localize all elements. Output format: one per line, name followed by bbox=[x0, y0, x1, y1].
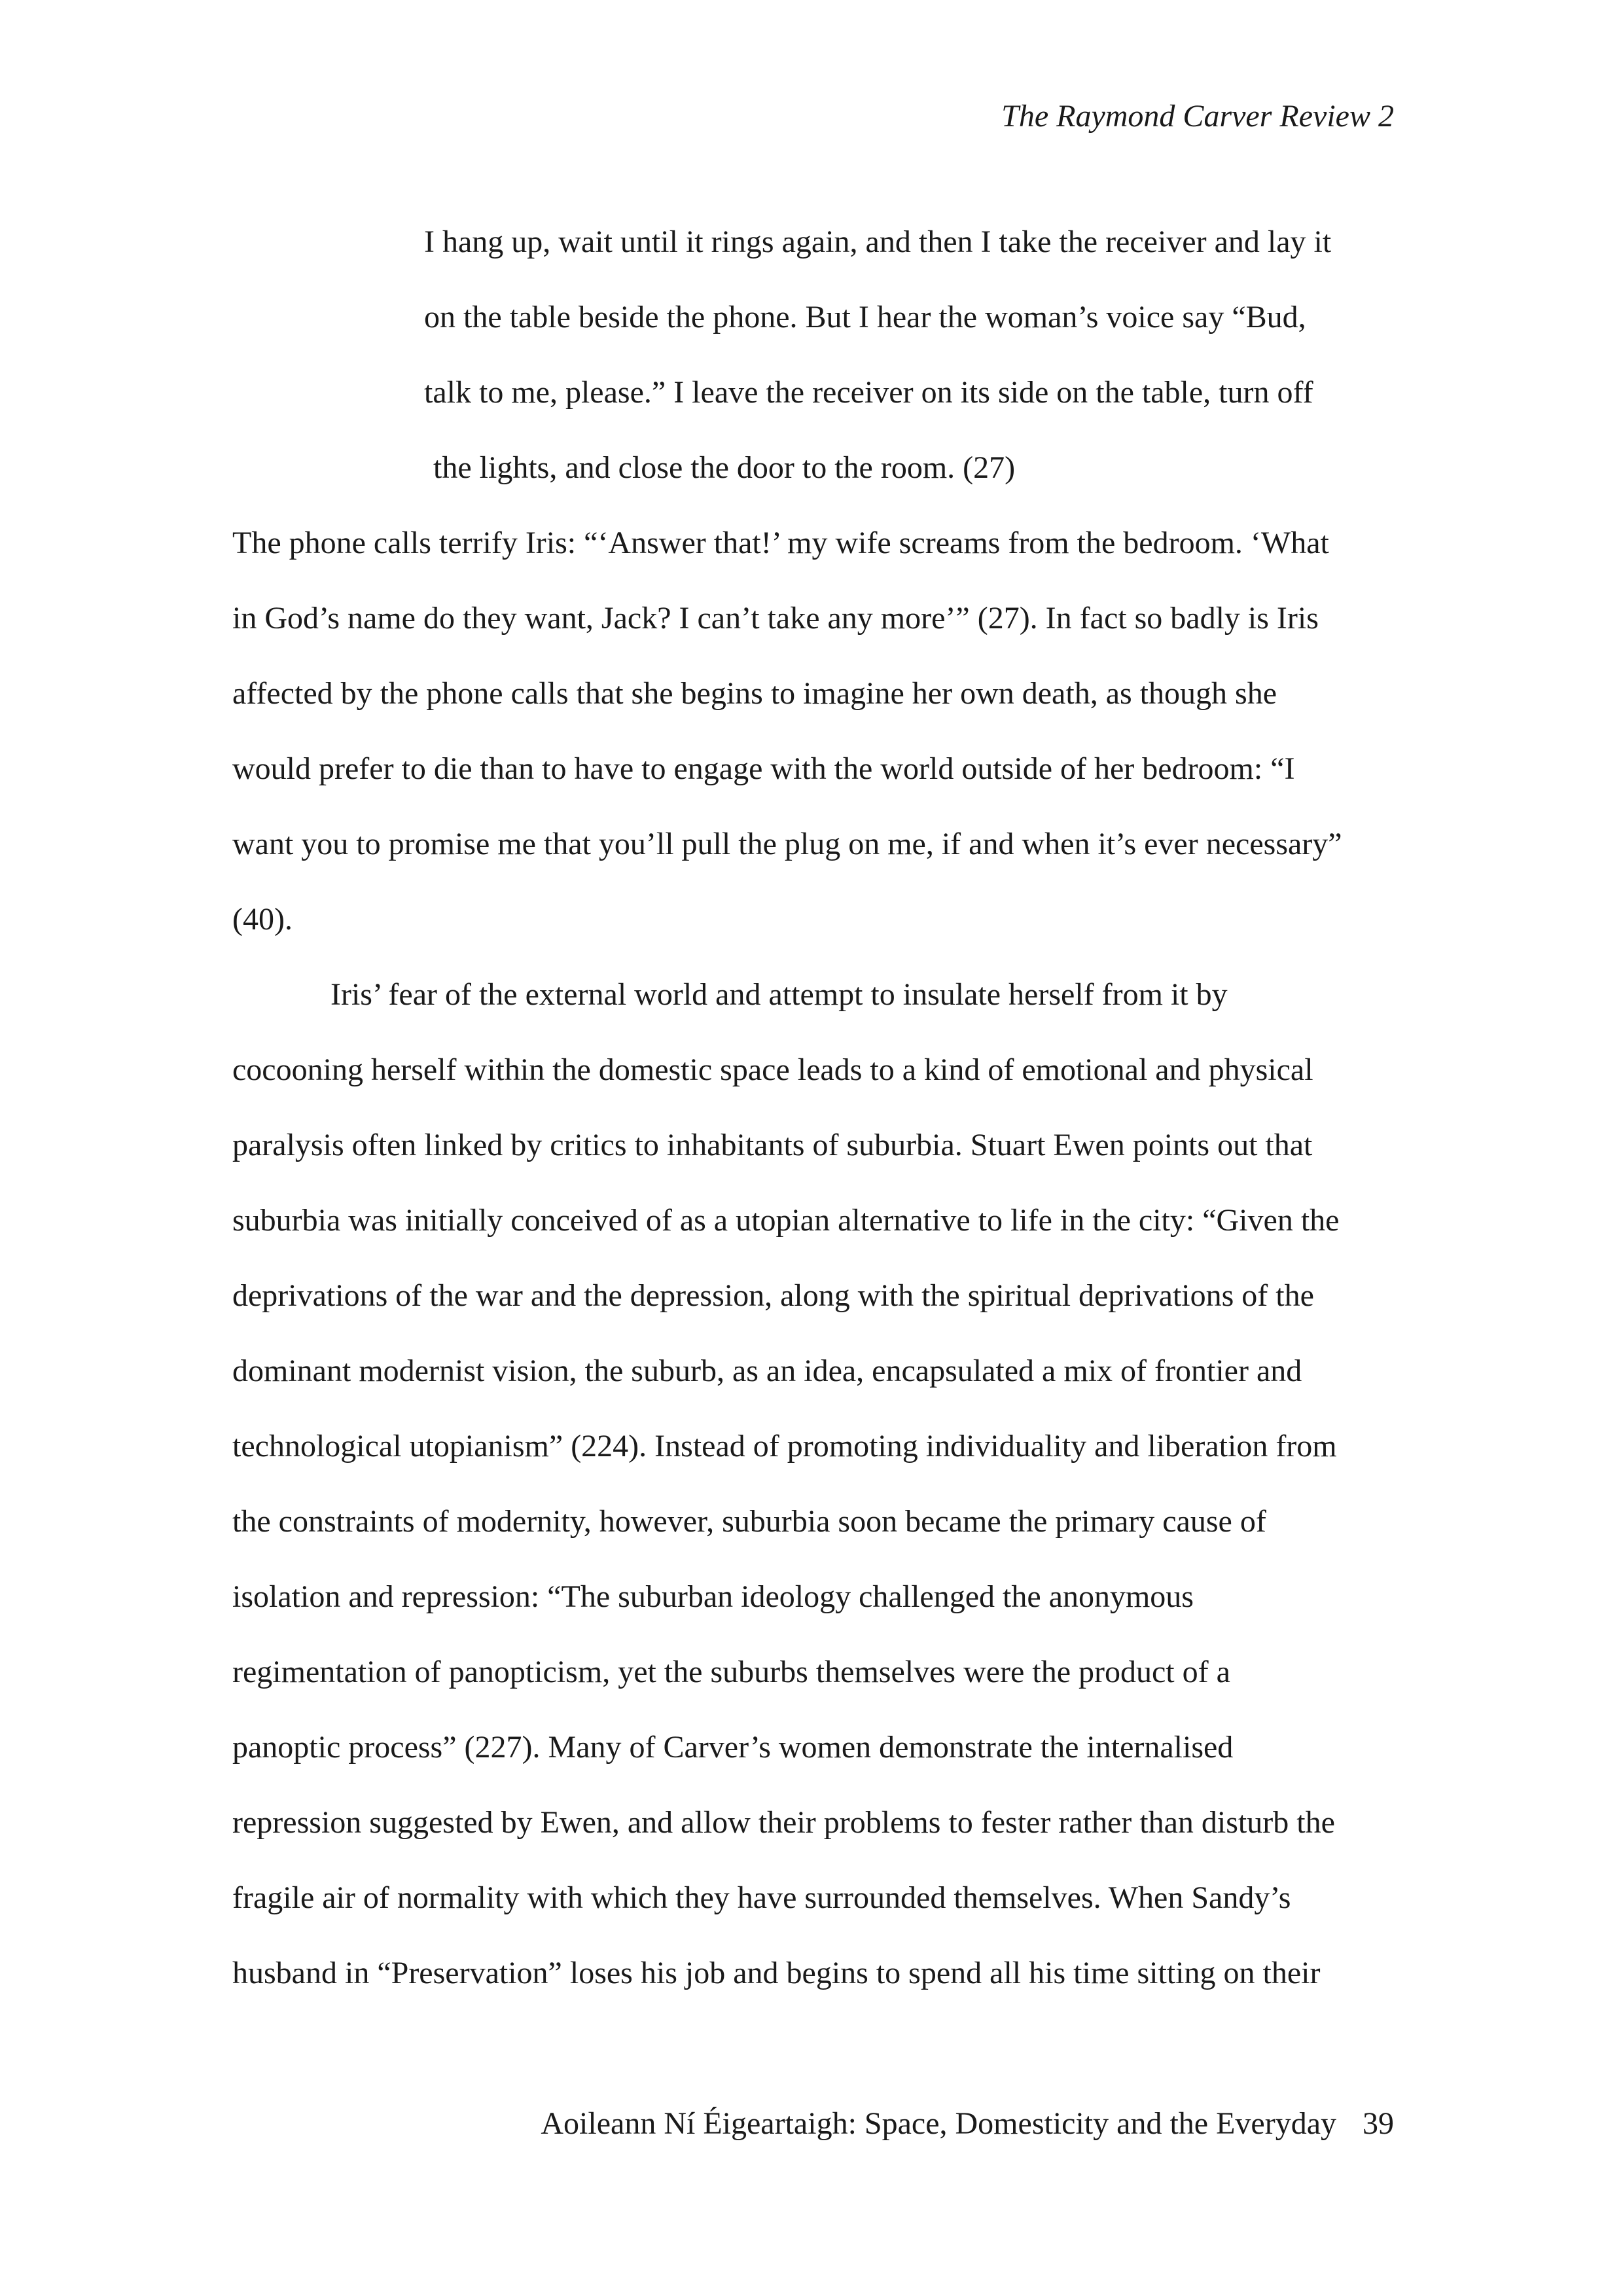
text-line: husband in “Preservation” loses his job and begins to spend all his time sitting on their bbox=[232, 1956, 1321, 1990]
text-line: (40). bbox=[232, 902, 293, 937]
text-line: fragile air of normality with which they have surrounded themselves. When Sandy’s bbox=[232, 1880, 1291, 1915]
text-line: regimentation of panopticism, yet the suburbs themselves were the product of a bbox=[232, 1655, 1230, 1689]
text-line: deprivations of the war and the depression, along with the spiritual deprivations of the bbox=[232, 1278, 1314, 1313]
quote-line: on the table beside the phone. But I hear the woman’s voice say “Bud, bbox=[424, 300, 1306, 334]
text-line: panoptic process” (227). Many of Carver’s women demonstrate the internalised bbox=[232, 1730, 1234, 1765]
text-line: suburbia was initially conceived of as a utopian alternative to life in the city: “Given the bbox=[232, 1203, 1340, 1238]
quote-line: I hang up, wait until it rings again, and then I take the receiver and lay it bbox=[424, 224, 1332, 259]
text-line: would prefer to die than to have to engage with the world outside of her bedroom: “I bbox=[232, 751, 1295, 786]
text-line: the constraints of modernity, however, suburbia soon became the primary cause of bbox=[232, 1504, 1266, 1539]
text-line: isolation and repression: “The suburban ideology challenged the anonymous bbox=[232, 1579, 1194, 1614]
page-number: 39 bbox=[1363, 2106, 1394, 2141]
text-line: affected by the phone calls that she begins to imagine her own death, as though she bbox=[232, 676, 1277, 711]
block-quote bbox=[424, 204, 1406, 505]
quote-line: the lights, and close the door to the room. (27) bbox=[433, 450, 1016, 485]
text-line: in God’s name do they want, Jack? I can’t take any more’” (27). In fact so badly is Iris bbox=[232, 601, 1319, 636]
quote-line: talk to me, please.” I leave the receiver on its side on the table, turn off bbox=[424, 375, 1313, 410]
page-footer bbox=[541, 2104, 1394, 2144]
paragraph bbox=[232, 505, 1410, 957]
text-line: repression suggested by Ewen, and allow their problems to fester rather than disturb the bbox=[232, 1805, 1335, 1840]
text-line: The phone calls terrify Iris: “‘Answer that!’ my wife screams from the bedroom. ‘What bbox=[232, 526, 1329, 560]
paragraph bbox=[232, 957, 1410, 2011]
text-line: Iris’ fear of the external world and attempt to insulate herself from it by bbox=[330, 977, 1228, 1012]
text-line: cocooning herself within the domestic space leads to a kind of emotional and physical bbox=[232, 1052, 1313, 1087]
text-line: technological utopianism” (224). Instead of promoting individuality and liberation from bbox=[232, 1429, 1337, 1463]
text-line: want you to promise me that you’ll pull the plug on me, if and when it’s ever necessary” bbox=[232, 827, 1342, 861]
footer-author-title: Aoileann Ní Éigeartaigh: Space, Domesticity and the Everyday bbox=[541, 2106, 1336, 2141]
text-line: dominant modernist vision, the suburb, as an idea, encapsulated a mix of frontier and bbox=[232, 1354, 1302, 1388]
text-line: paralysis often linked by critics to inhabitants of suburbia. Stuart Ewen points out that bbox=[232, 1128, 1313, 1162]
running-header: The Raymond Carver Review 2 bbox=[1001, 99, 1394, 134]
body-text bbox=[232, 505, 1410, 2011]
